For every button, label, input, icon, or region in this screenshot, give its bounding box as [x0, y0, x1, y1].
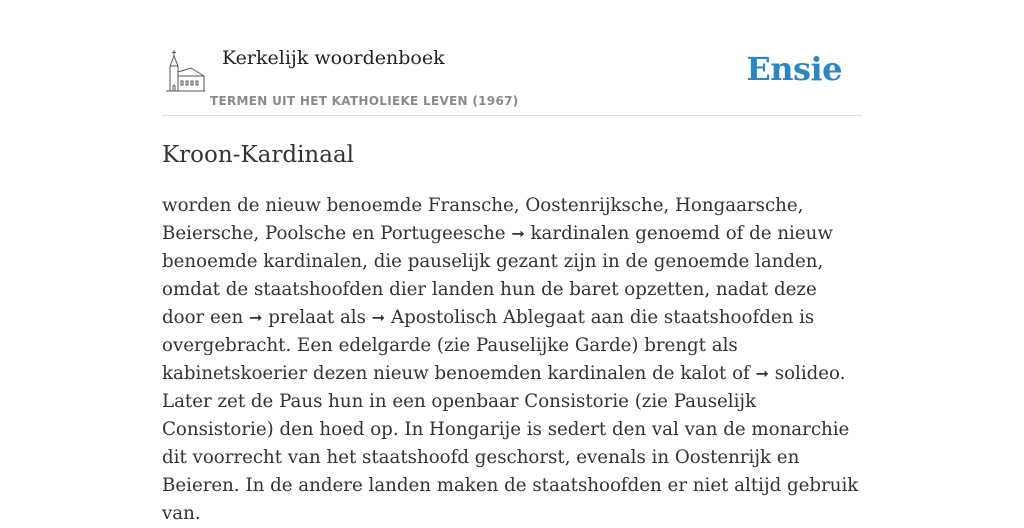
arrow-icon: ➞ — [511, 224, 525, 243]
entry-term: Kroon-Kardinaal — [162, 142, 355, 168]
definition-text: als — [334, 307, 372, 328]
xref-kardinalen[interactable]: kardinalen — [530, 223, 630, 244]
definition-text: worden de nieuw benoemde Fransche, Oostenrijksche, Hongaarsche, Beiersche, Poolsche en Portugeesche — [162, 195, 804, 244]
definition-text: aan die staatshoofden is overgebracht. Een edelgarde (zie Pauselijke Garde) brengt als kabinetskoerier dezen nieuw benoemden kardinalen de kalot of — [162, 307, 815, 384]
dictionary-subtitle: TERMEN UIT HET KATHOLIEKE LEVEN (1967) — [210, 94, 519, 108]
xref-apostolisch-ablegaat[interactable]: Apostolisch Ablegaat — [390, 307, 585, 328]
xref-solideo[interactable]: solideo — [774, 363, 840, 384]
arrow-icon: ➞ — [249, 308, 263, 327]
arrow-icon: ➞ — [755, 364, 769, 383]
page-header — [162, 0, 862, 116]
page-container — [162, 0, 862, 524]
entry-definition — [162, 192, 862, 528]
definition-text: genoemd of de nieuw benoemde kardinalen, die pauselijk gezant zijn in de genoemde landen, omdat de staatshoofden dier landen hun de baret opzetten, nadat deze door een — [162, 223, 833, 328]
definition-text: . Later zet de Paus hun in een openbaar Consistorie (zie Pauselijk Consistorie) den hoed op. In Hongarije is sedert den val van de monarchie dit voorrecht van het staatshoofd geschorst, evenals in Oostenrijk en Beieren. In de andere landen maken de staatshoofden er niet altijd gebruik van. — [162, 363, 859, 524]
church-icon — [164, 48, 206, 94]
xref-prelaat[interactable]: prelaat — [268, 307, 335, 328]
arrow-icon: ➞ — [371, 308, 386, 327]
ensie-logo[interactable]: Ensie — [746, 50, 842, 88]
dictionary-title[interactable]: Kerkelijk woordenboek — [222, 47, 445, 69]
